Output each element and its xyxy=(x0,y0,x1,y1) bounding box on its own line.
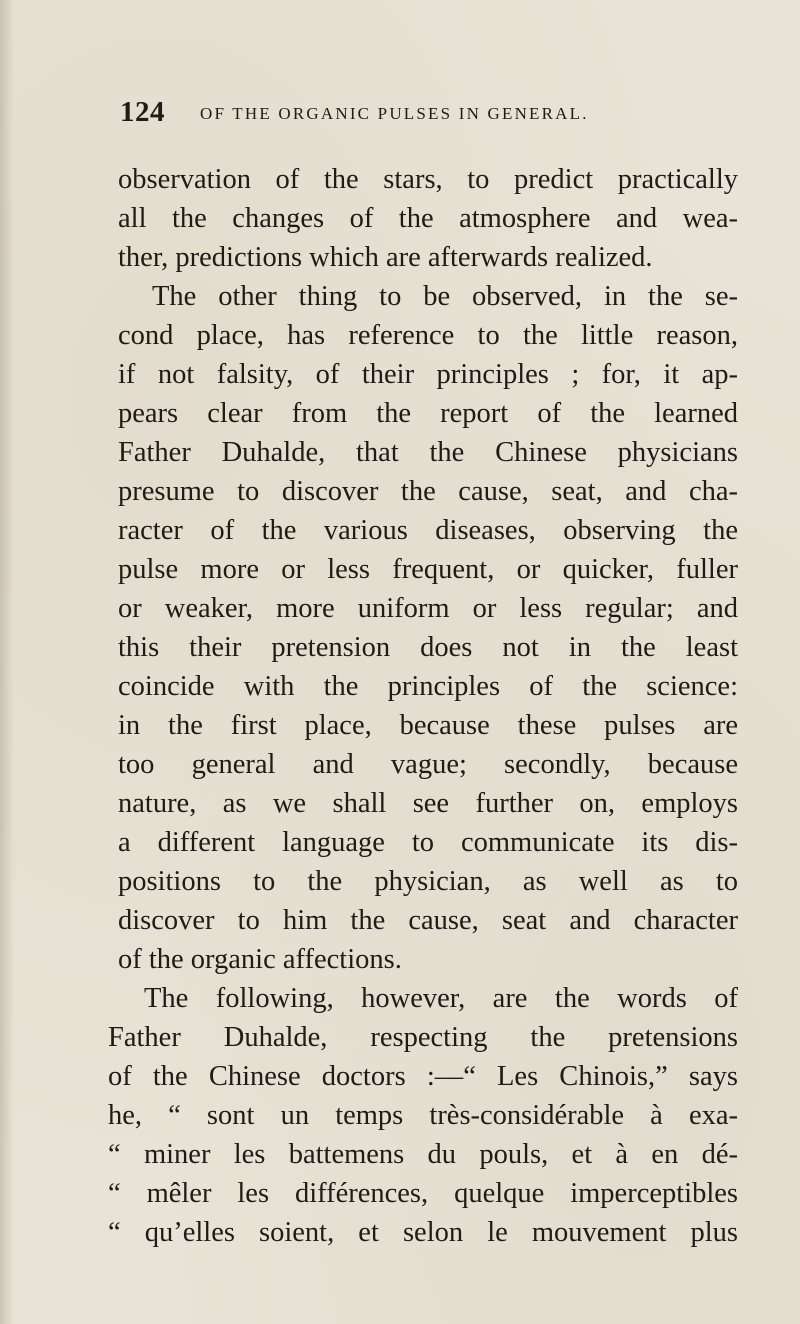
running-head: OF THE ORGANIC PULSES IN GENERAL. xyxy=(200,104,589,123)
text-line: all the changes of the atmosphere and wea- xyxy=(118,203,738,234)
text-line: he, “ sont un temps très-considérable à exa- xyxy=(108,1100,738,1131)
text-line: of the Chinese doctors :—“ Les Chinois,” says xyxy=(108,1061,738,1092)
text-line: positions to the physician, as well as to xyxy=(118,866,738,897)
text-line: if not falsity, of their principles ; for, it ap- xyxy=(118,359,738,390)
text-line: observation of the stars, to predict practically xyxy=(118,164,738,195)
text-line: nature, as we shall see further on, employs xyxy=(118,788,738,819)
text-line: cond place, has reference to the little reason, xyxy=(118,320,738,351)
text-line: a different language to communicate its dis- xyxy=(118,827,738,858)
text-line: of the organic affections. xyxy=(118,944,402,975)
text-line: presume to discover the cause, seat, and cha- xyxy=(118,476,738,507)
text-line: racter of the various diseases, observing the xyxy=(118,515,738,546)
text-line: ther, predictions which are afterwards realized. xyxy=(118,242,653,273)
paragraph-first-line: The other thing to be observed, in the se- xyxy=(152,281,738,312)
text-line: coincide with the principles of the science: xyxy=(118,671,738,702)
page-number: 124 xyxy=(120,96,165,128)
text-line: pulse more or less frequent, or quicker, fuller xyxy=(118,554,738,585)
text-line: Father Duhalde, respecting the pretensions xyxy=(108,1022,738,1053)
text-line: pears clear from the report of the learned xyxy=(118,398,738,429)
text-line: this their pretension does not in the least xyxy=(118,632,738,663)
page-header xyxy=(118,96,758,136)
text-line: in the first place, because these pulses are xyxy=(118,710,738,741)
page-gutter-shadow xyxy=(0,0,14,1324)
text-line: “ qu’elles soient, et selon le mouvement plus xyxy=(108,1217,738,1248)
text-line: “ miner les battemens du pouls, et à en dé- xyxy=(108,1139,738,1170)
text-line: “ mêler les différences, quelque imperceptibles xyxy=(108,1178,738,1209)
text-line: discover to him the cause, seat and character xyxy=(118,905,738,936)
text-line: or weaker, more uniform or less regular; and xyxy=(118,593,738,624)
paragraph-first-line: The following, however, are the words of xyxy=(144,983,738,1014)
text-line: too general and vague; secondly, because xyxy=(118,749,738,780)
text-line: Father Duhalde, that the Chinese physicians xyxy=(118,437,738,468)
